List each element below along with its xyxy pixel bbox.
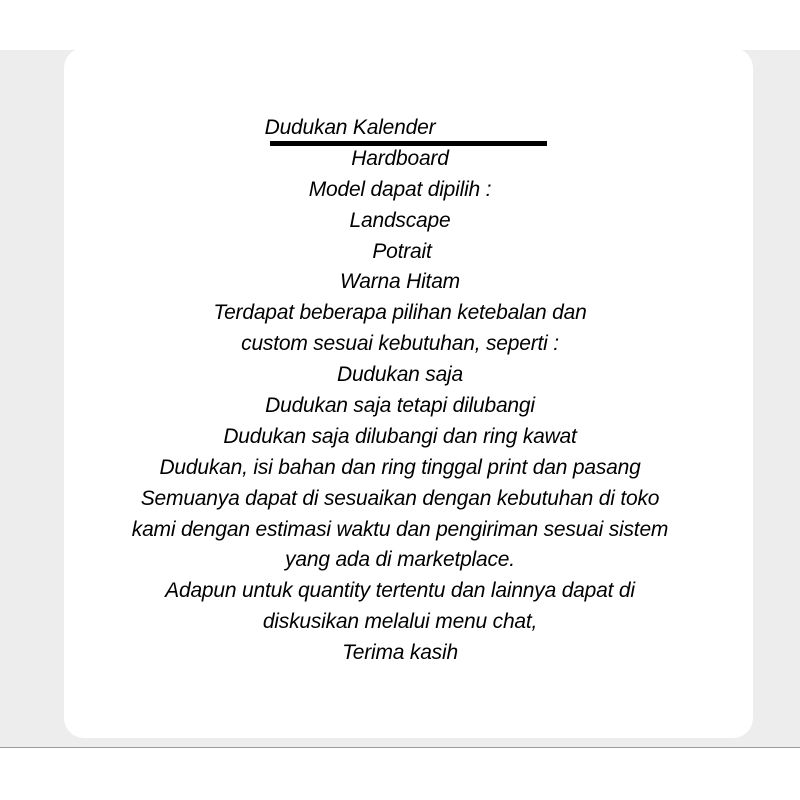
description-text	[0, 113, 800, 669]
text-line-hardboard: Hardboard	[351, 146, 449, 170]
text-line-paragraph-2: kami dengan estimasi waktu dan pengiriman sesuai sistem	[131, 517, 669, 541]
text-line-thickness: Terdapat beberapa pilihan ketebalan dan	[213, 301, 587, 325]
text-line-color: Warna Hitam	[340, 270, 460, 294]
text-line-paragraph-1: Semuanya dapat di sesuaikan dengan kebutuhan di toko	[140, 486, 660, 510]
text-line-custom: custom sesuai kebutuhan, seperti :	[241, 332, 559, 356]
text-line-landscape: Landscape	[349, 208, 451, 232]
text-line-model-options: Model dapat dipilih :	[308, 177, 492, 201]
text-line-option-2: Dudukan saja tetapi dilubangi	[265, 394, 535, 418]
text-line-paragraph-5: diskusikan melalui menu chat,	[262, 610, 538, 634]
document-title: Dudukan Kalender	[264, 116, 436, 139]
text-line-paragraph-3: yang ada di marketplace.	[285, 548, 515, 572]
text-line-potrait: Potrait	[372, 239, 432, 263]
text-line-closing: Terima kasih	[342, 641, 458, 665]
text-line-paragraph-4: Adapun untuk quantity tertentu dan lainnya dapat di	[165, 579, 635, 603]
text-line-option-1: Dudukan saja	[336, 363, 464, 387]
text-line-option-4: Dudukan, isi bahan dan ring tinggal print dan pasang	[159, 455, 641, 479]
text-line-option-3: Dudukan saja dilubangi dan ring kawat	[223, 424, 577, 448]
